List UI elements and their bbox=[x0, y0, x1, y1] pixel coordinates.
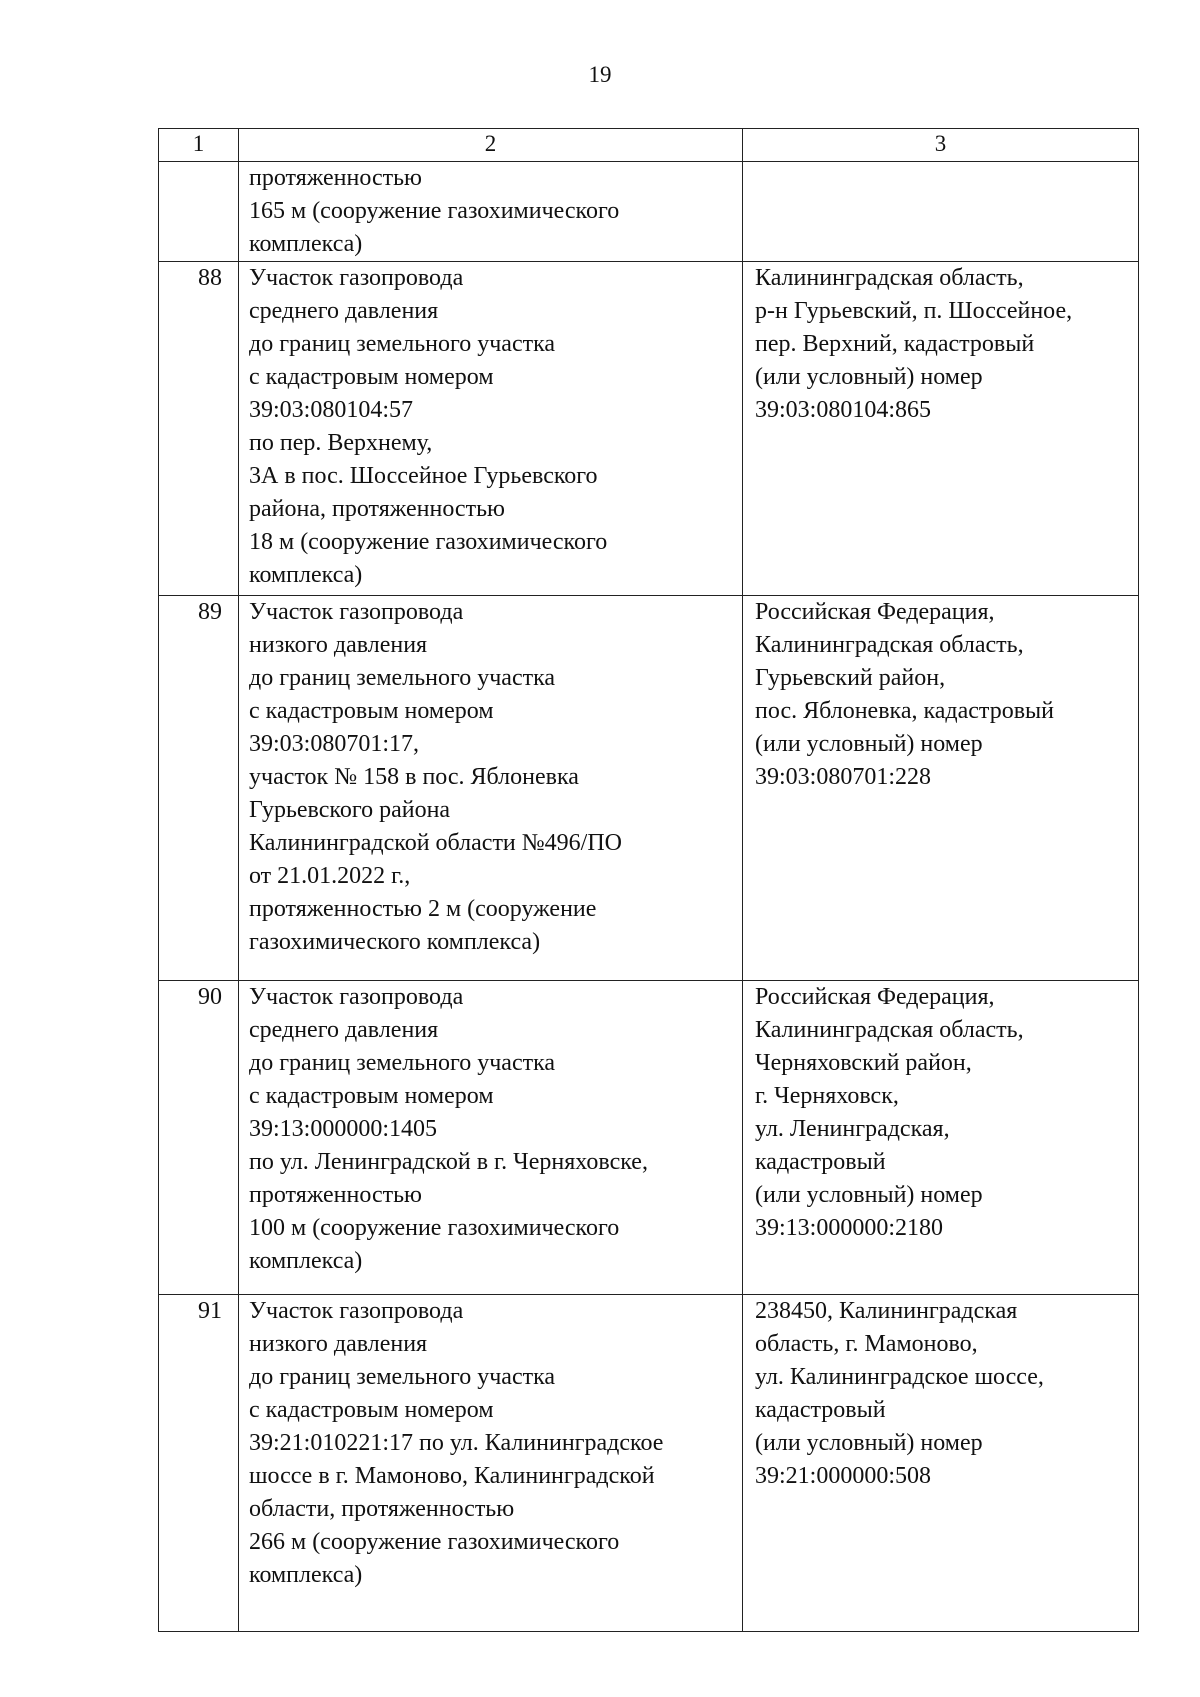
address-line: 238450, Калининградская bbox=[755, 1298, 1018, 1324]
description-line: с кадастровым номером bbox=[249, 1397, 494, 1423]
description-line: 39:21:010221:17 по ул. Калининградское bbox=[249, 1430, 664, 1456]
description-cell bbox=[239, 162, 743, 262]
description-cell bbox=[239, 596, 743, 981]
description-line: комплекса) bbox=[249, 1562, 363, 1588]
description-line: 39:03:080104:57 bbox=[249, 397, 414, 423]
description-line: Участок газопровода bbox=[249, 265, 464, 291]
table-row bbox=[159, 596, 1139, 981]
description-line: с кадастровым номером bbox=[249, 364, 494, 390]
address-line: г. Черняховск, bbox=[755, 1083, 899, 1109]
address-line: кадастровый bbox=[755, 1397, 886, 1423]
column-header-3: 3 bbox=[743, 129, 1139, 162]
description-line: до границ земельного участка bbox=[249, 331, 556, 357]
address-line: кадастровый bbox=[755, 1149, 886, 1175]
description-line: с кадастровым номером bbox=[249, 698, 494, 724]
description-cell bbox=[239, 1295, 743, 1632]
column-header-2: 2 bbox=[239, 129, 743, 162]
description-line: 39:13:000000:1405 bbox=[249, 1116, 438, 1142]
address-line: пер. Верхний, кадастровый bbox=[755, 331, 1035, 357]
description-line: Калининградской области №496/ПО bbox=[249, 830, 623, 856]
table-row bbox=[159, 1295, 1139, 1632]
description-line: комплекса) bbox=[249, 562, 363, 588]
row-number-cell bbox=[159, 981, 239, 1295]
description-line: среднего давления bbox=[249, 1017, 439, 1043]
description-line: Участок газопровода bbox=[249, 599, 464, 625]
description-line: 266 м (сооружение газохимического bbox=[249, 1529, 620, 1555]
address-cell bbox=[743, 262, 1139, 596]
address-line: 39:21:000000:508 bbox=[755, 1463, 932, 1489]
address-line: Черняховский район, bbox=[755, 1050, 972, 1076]
address-line: область, г. Мамоново, bbox=[755, 1331, 978, 1357]
description-line: области, протяженностью bbox=[249, 1496, 515, 1522]
address-line: пос. Яблоневка, кадастровый bbox=[755, 698, 1055, 724]
description-line: до границ земельного участка bbox=[249, 1050, 556, 1076]
row-number: 90 bbox=[198, 984, 222, 1010]
address-cell bbox=[743, 1295, 1139, 1632]
description-line: шоссе в г. Мамоново, Калининградской bbox=[249, 1463, 655, 1489]
address-line: р-н Гурьевский, п. Шоссейное, bbox=[755, 298, 1073, 324]
address-line: (или условный) номер bbox=[755, 364, 983, 390]
page-number: 19 bbox=[588, 62, 612, 87]
description-line: от 21.01.2022 г., bbox=[249, 863, 411, 889]
address-line: 39:03:080701:228 bbox=[755, 764, 932, 790]
address-line: Российская Федерация, bbox=[755, 599, 995, 625]
address-line: Гурьевский район, bbox=[755, 665, 946, 691]
table-row bbox=[159, 162, 1139, 262]
address-line: 39:13:000000:2180 bbox=[755, 1215, 944, 1241]
row-number: 91 bbox=[198, 1298, 222, 1324]
address-line: (или условный) номер bbox=[755, 1182, 983, 1208]
address-line: (или условный) номер bbox=[755, 1430, 983, 1456]
description-line: 100 м (сооружение газохимического bbox=[249, 1215, 620, 1241]
description-line: по пер. Верхнему, bbox=[249, 430, 433, 456]
address-line: (или условный) номер bbox=[755, 731, 983, 757]
description-line: низкого давления bbox=[249, 1331, 428, 1357]
description-line: низкого давления bbox=[249, 632, 428, 658]
description-line: Участок газопровода bbox=[249, 984, 464, 1010]
description-line: газохимического комплекса) bbox=[249, 929, 541, 955]
table-row bbox=[159, 981, 1139, 1295]
description-line: до границ земельного участка bbox=[249, 665, 556, 691]
column-header-1: 1 bbox=[159, 129, 239, 162]
table-row bbox=[159, 262, 1139, 596]
address-line: ул. Ленинградская, bbox=[755, 1116, 950, 1142]
row-number-cell bbox=[159, 162, 239, 262]
description-line: участок № 158 в пос. Яблоневка bbox=[249, 764, 579, 790]
row-number: 89 bbox=[198, 599, 222, 625]
description-line: протяженностью bbox=[249, 165, 422, 191]
description-cell bbox=[239, 981, 743, 1295]
description-line: протяженностью 2 м (сооружение bbox=[249, 896, 597, 922]
description-line: 165 м (сооружение газохимического bbox=[249, 198, 620, 224]
description-line: 3А в пос. Шоссейное Гурьевского bbox=[249, 463, 598, 489]
description-line: комплекса) bbox=[249, 1248, 363, 1274]
address-cell bbox=[743, 162, 1139, 262]
description-line: до границ земельного участка bbox=[249, 1364, 556, 1390]
row-number-cell bbox=[159, 596, 239, 981]
description-line: 18 м (сооружение газохимического bbox=[249, 529, 608, 555]
address-line: Калининградская область, bbox=[755, 632, 1024, 658]
address-line: Калининградская область, bbox=[755, 265, 1024, 291]
row-number-cell bbox=[159, 262, 239, 596]
description-line: района, протяженностью bbox=[249, 496, 505, 522]
description-line: по ул. Ленинградской в г. Черняховске, bbox=[249, 1149, 648, 1175]
register-table bbox=[158, 128, 1139, 1632]
address-cell bbox=[743, 596, 1139, 981]
description-line: с кадастровым номером bbox=[249, 1083, 494, 1109]
description-line: Гурьевского района bbox=[249, 797, 451, 823]
table-header-row bbox=[159, 129, 1139, 162]
row-number: 88 bbox=[198, 265, 222, 291]
description-line: среднего давления bbox=[249, 298, 439, 324]
address-line: Калининградская область, bbox=[755, 1017, 1024, 1043]
description-cell bbox=[239, 262, 743, 596]
description-line: Участок газопровода bbox=[249, 1298, 464, 1324]
address-line: ул. Калининградское шоссе, bbox=[755, 1364, 1044, 1390]
address-line: 39:03:080104:865 bbox=[755, 397, 932, 423]
address-line: Российская Федерация, bbox=[755, 984, 995, 1010]
address-cell bbox=[743, 981, 1139, 1295]
description-line: комплекса) bbox=[249, 231, 363, 257]
description-line: протяженностью bbox=[249, 1182, 422, 1208]
description-line: 39:03:080701:17, bbox=[249, 731, 420, 757]
row-number-cell bbox=[159, 1295, 239, 1632]
